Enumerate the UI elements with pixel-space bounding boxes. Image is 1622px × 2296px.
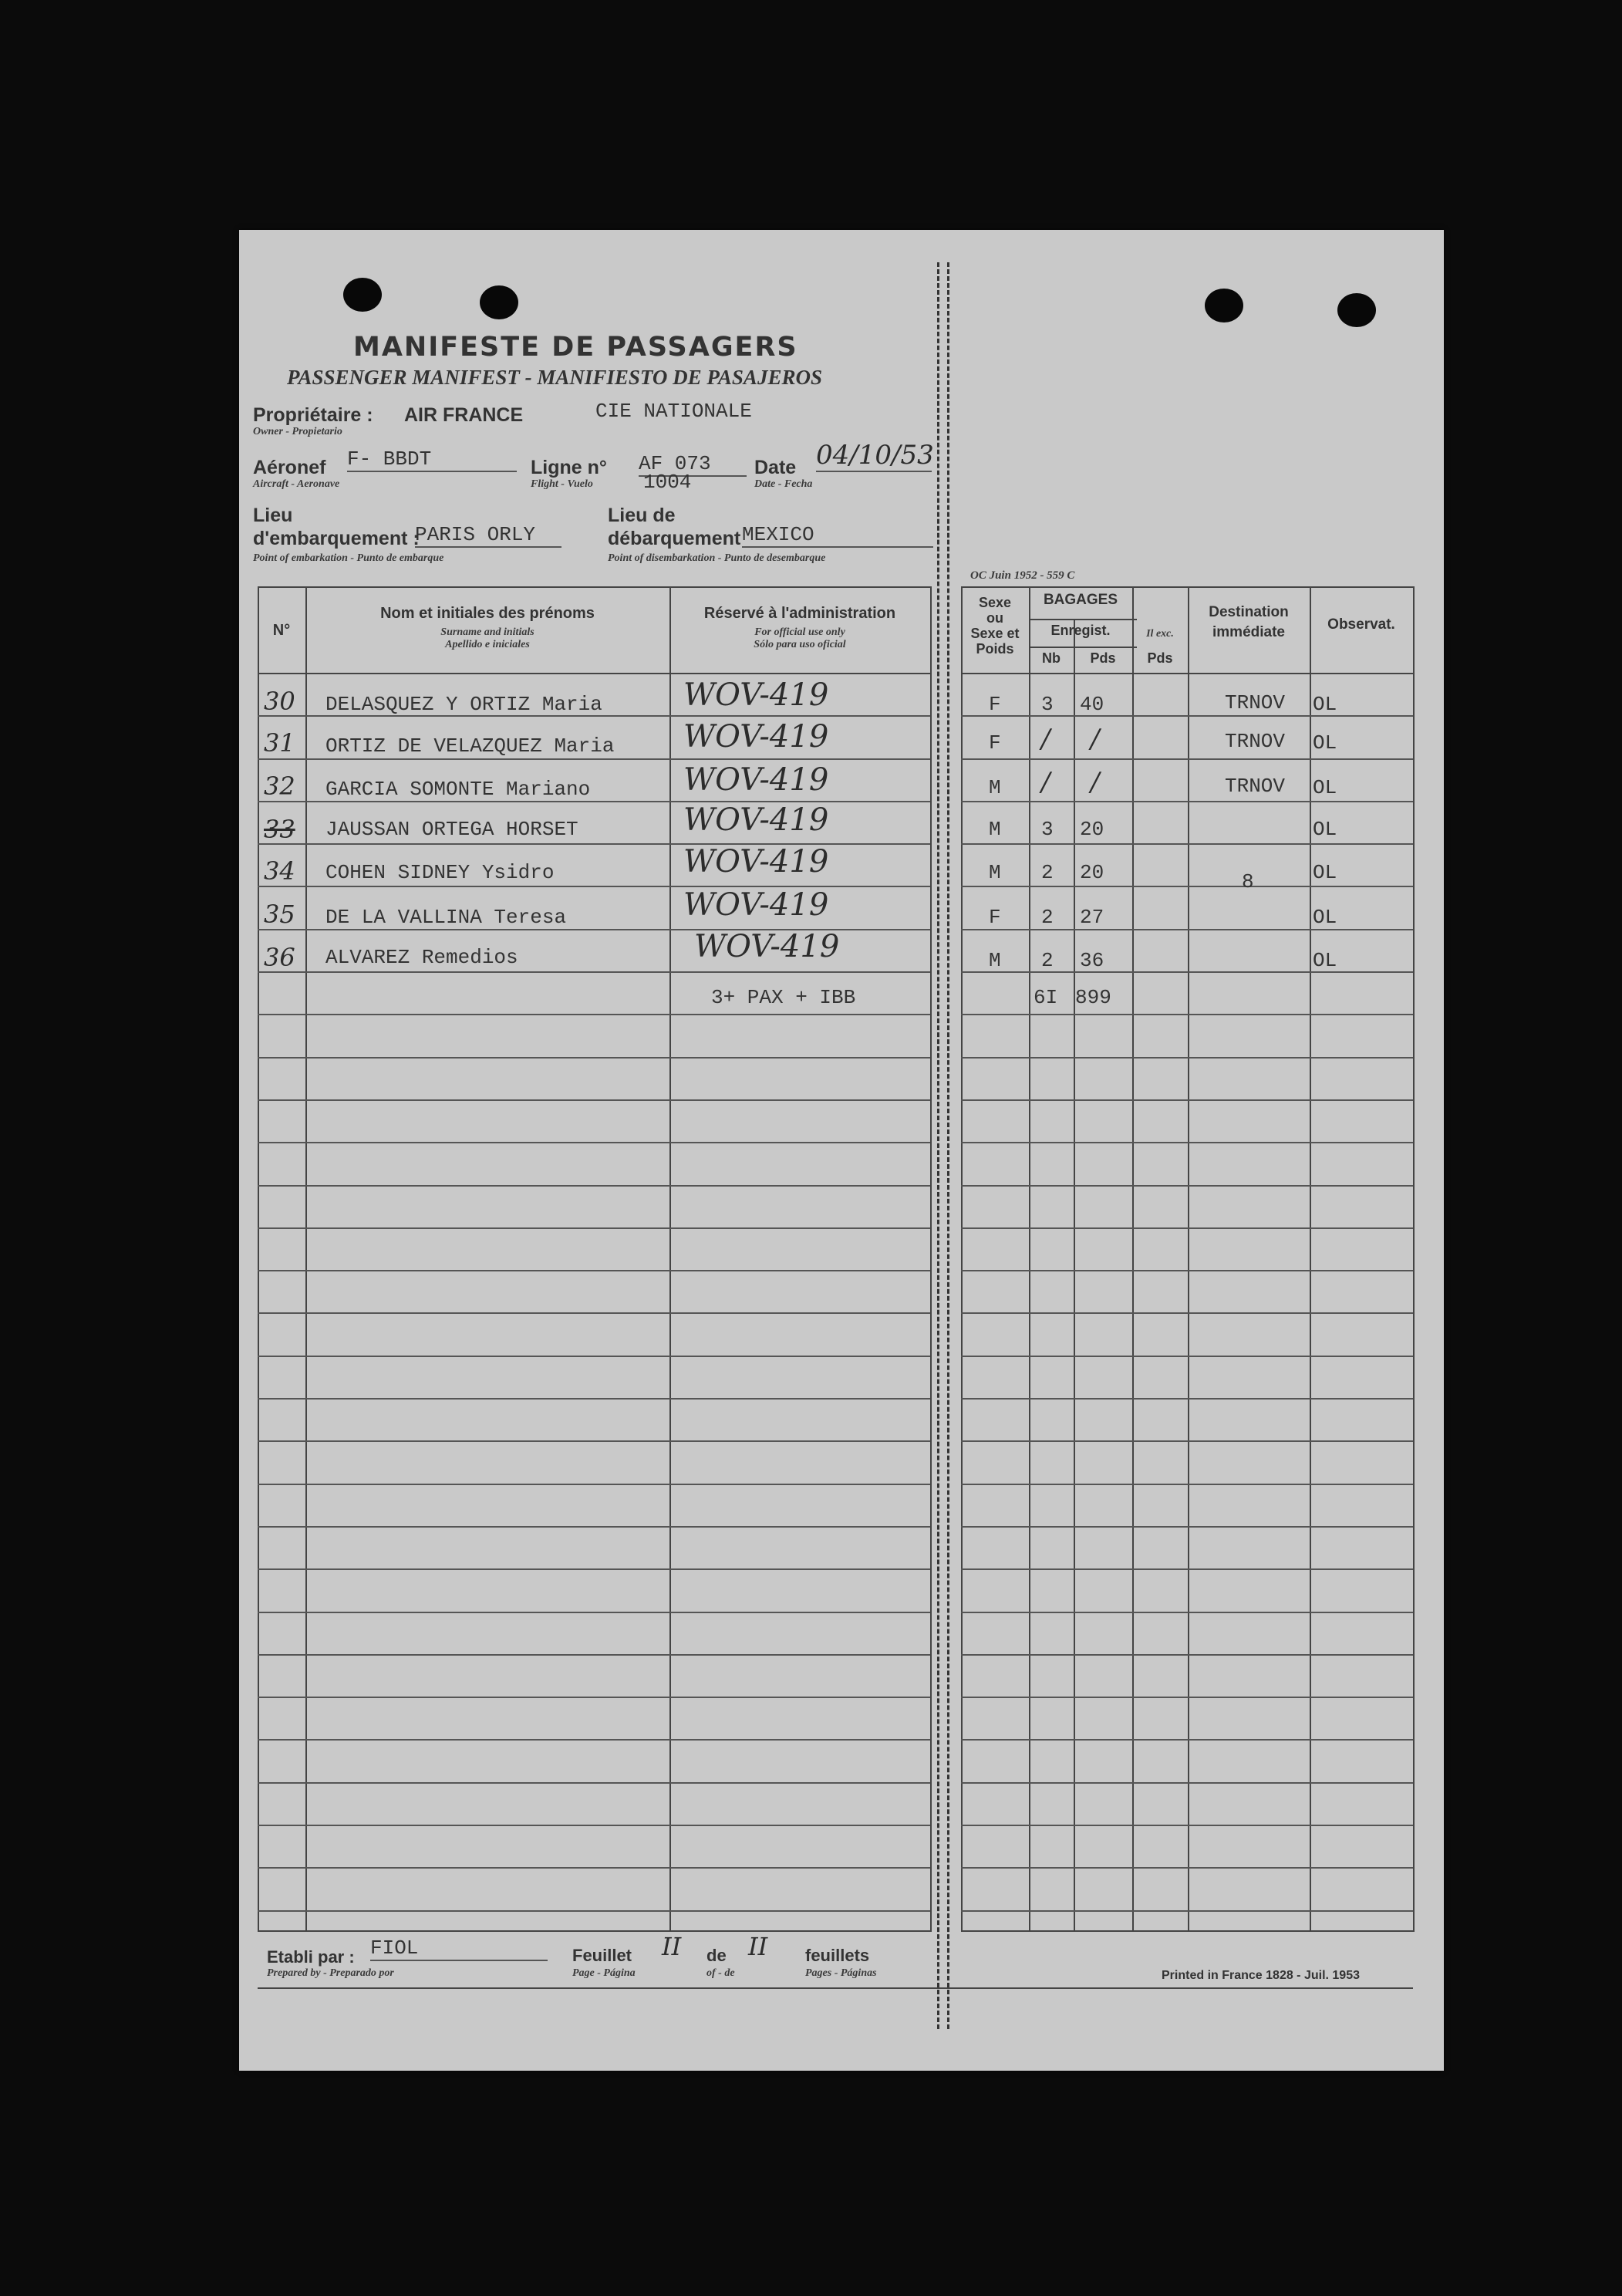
passenger-name: ALVAREZ Remedios (325, 946, 518, 969)
pages-sub: Pages - Páginas (805, 1967, 877, 1979)
ruled-line (961, 1398, 1413, 1400)
destination: TRNOV (1225, 775, 1286, 798)
col-header-name-sub-2: Apellido e iniciales (445, 639, 530, 650)
admin-code: WOV-419 (683, 844, 829, 880)
admin-code: WOV-419 (683, 802, 829, 838)
bag-count: 2 (1041, 906, 1054, 929)
embark-value: PARIS ORLY (415, 523, 561, 548)
embark-sub: Point of embarkation - Punto de embarque (253, 552, 444, 564)
ruled-line (258, 1185, 930, 1187)
prepared-sub: Prepared by - Preparado por (267, 1967, 394, 1979)
row-number: 33 (264, 815, 295, 844)
page-subtitle: PASSENGER MANIFEST - MANIFIESTO DE PASAJEROS (287, 366, 822, 389)
ruled-line (258, 1270, 930, 1271)
bag-weight: 27 (1080, 906, 1104, 929)
ruled-line (961, 1612, 1413, 1613)
row-number: 36 (264, 943, 295, 972)
col-header-bagages: BAGAGES (1043, 592, 1118, 608)
ruled-line (961, 1568, 1413, 1570)
sheet-label: Feuillet (572, 1946, 632, 1965)
ruled-line (961, 1739, 1413, 1741)
of-sub: of - de (706, 1967, 735, 1979)
date-value: 04/10/53 (816, 440, 934, 471)
aircraft-sub: Aircraft - Aeronave (253, 478, 340, 490)
ruled-line (961, 1142, 1413, 1143)
observation: OL (1313, 693, 1337, 716)
ruled-line (961, 715, 1413, 717)
sex: F (989, 731, 1001, 755)
destination: TRNOV (1225, 730, 1286, 753)
bag-weight: 20 (1080, 861, 1104, 884)
destination: TRNOV (1225, 691, 1286, 714)
ruled-line (258, 1697, 930, 1698)
perforation-line (937, 262, 949, 2029)
col-header-name: Nom et initiales des prénoms (380, 605, 595, 622)
passenger-name: GARCIA SOMONTE Mariano (325, 778, 591, 801)
col-header-dest-1: Destination (1209, 604, 1289, 620)
prepared-label: Etabli par : (267, 1947, 355, 1967)
owner-typed: CIE NATIONALE (595, 400, 752, 423)
ruled-line (258, 1825, 930, 1826)
col-header-dest-2: immédiate (1212, 624, 1285, 640)
passenger-name: ORTIZ DE VELAZQUEZ Maria (325, 734, 615, 758)
ruled-line (258, 1312, 930, 1314)
destination: 8 (1242, 870, 1254, 893)
totals-bag-weight: 899 (1075, 986, 1111, 1009)
ruled-line (961, 1356, 1413, 1357)
observation: OL (1313, 906, 1337, 929)
row-number: 31 (264, 728, 295, 758)
ruled-line (258, 971, 930, 973)
admin-code: WOV-419 (683, 762, 829, 798)
ruled-line (258, 1014, 930, 1015)
ruled-line (961, 1014, 1413, 1015)
bag-weight: 20 (1080, 818, 1104, 841)
ruled-line (961, 1270, 1413, 1271)
col-header-sex-3: Sexe et (970, 626, 1020, 641)
date-label: Date (754, 457, 797, 478)
bag-weight: 40 (1080, 693, 1104, 716)
bag-count: 2 (1041, 949, 1054, 972)
ruled-line (961, 1697, 1413, 1698)
of-value: II (748, 1932, 768, 1961)
sheet-value: II (662, 1932, 682, 1961)
ruled-line (258, 1612, 930, 1613)
ruled-line (961, 971, 1413, 973)
col-header-sex-1: Sexe (978, 595, 1012, 610)
sex: F (989, 906, 1001, 929)
bag-count: 3 (1041, 818, 1054, 841)
observation: OL (1313, 776, 1337, 799)
ruled-line (961, 1782, 1413, 1784)
ruled-line (258, 1227, 930, 1229)
admin-code: WOV-419 (683, 887, 829, 923)
ruled-line (258, 1867, 930, 1869)
col-header-pds: Pds (1090, 650, 1116, 666)
ruled-line (961, 1825, 1413, 1826)
col-header-obs: Observat. (1327, 616, 1395, 633)
printed-note: Printed in France 1828 - Juil. 1953 (1162, 1969, 1360, 1982)
disembark-label-1: Lieu de (608, 505, 676, 526)
col-header-admin-sub-1: For official use only (754, 626, 845, 638)
col-header-enregist: Enregist. (1050, 623, 1111, 638)
disembark-sub: Point of disembarkation - Punto de desembarque (608, 552, 826, 564)
sex: M (989, 949, 1001, 972)
of-label: de (706, 1946, 727, 1965)
passenger-name: DELASQUEZ Y ORTIZ Maria (325, 693, 602, 716)
owner-sub: Owner - Propietario (253, 426, 342, 437)
sex: F (989, 693, 1001, 716)
punch-hole-left-2 (480, 285, 518, 319)
ruled-line (961, 1099, 1413, 1101)
passenger-name: COHEN SIDNEY Ysidro (325, 861, 555, 884)
ruled-line (961, 1910, 1413, 1912)
bag-count: 2 (1041, 861, 1054, 884)
ruled-line (258, 1440, 930, 1442)
col-header-sex-4: Poids (976, 641, 1014, 657)
ruled-line (258, 1526, 930, 1528)
ruled-line (258, 1099, 930, 1101)
ruled-line (961, 843, 1413, 845)
col-header-admin: Réservé à l'administration (703, 605, 896, 622)
observation: OL (1313, 949, 1337, 972)
owner-value: AIR FRANCE (404, 404, 524, 426)
sex: M (989, 776, 1001, 799)
col-header-name-sub-1: Surname and initials (440, 626, 534, 638)
embark-label-2: d'embarquement : (253, 528, 420, 549)
row-number: 32 (264, 772, 295, 801)
footer-rule (258, 1987, 1413, 1989)
bag-weight: / (1091, 724, 1100, 755)
ruled-line (961, 758, 1413, 760)
ruled-line (961, 1057, 1413, 1059)
passenger-name: DE LA VALLINA Teresa (325, 906, 567, 929)
ruled-line (961, 1654, 1413, 1656)
ruled-line (258, 1739, 930, 1741)
col-header-pds-2: Pds (1147, 650, 1173, 666)
observation: OL (1313, 861, 1337, 884)
sex: M (989, 818, 1001, 841)
ruled-line (258, 1142, 930, 1143)
ruled-line (258, 801, 930, 802)
totals-admin: 3+ PAX + IBB (711, 986, 856, 1009)
admin-code: WOV-419 (683, 719, 829, 755)
punch-hole-right-2 (1337, 293, 1376, 327)
ruled-line (961, 1227, 1413, 1229)
aircraft-label: Aéronef (253, 457, 326, 478)
bag-count: / (1041, 724, 1050, 755)
bag-weight: 36 (1080, 949, 1104, 972)
form-code: OC Juin 1952 - 559 C (970, 569, 1075, 582)
row-number: 34 (264, 856, 295, 886)
ruled-line (258, 1782, 930, 1784)
col-header-no: N° (272, 622, 291, 639)
ruled-line (258, 843, 930, 845)
ruled-line (258, 1398, 930, 1400)
owner-label: Propriétaire : (253, 404, 373, 426)
col-header-nb: Nb (1042, 650, 1061, 666)
ruled-line (961, 929, 1413, 930)
ruled-line (258, 1654, 930, 1656)
ruled-line (961, 1867, 1413, 1869)
ruled-line (258, 1356, 930, 1357)
ruled-line (961, 1185, 1413, 1187)
ruled-line (258, 1568, 930, 1570)
totals-bag-count: 6I (1034, 986, 1058, 1009)
date-sub: Date - Fecha (754, 478, 813, 490)
row-number: 35 (264, 900, 295, 929)
pages-label: feuillets (805, 1946, 870, 1965)
observation: OL (1313, 731, 1337, 755)
ruled-line (961, 1484, 1413, 1485)
row-number: 30 (264, 687, 295, 716)
flight-sub: Flight - Vuelo (531, 478, 593, 490)
page-title: MANIFESTE DE PASSAGERS (353, 332, 798, 363)
embark-label-1: Lieu (253, 505, 293, 526)
bag-count: / (1041, 767, 1050, 798)
punch-hole-left-1 (343, 278, 382, 312)
admin-code: WOV-419 (683, 677, 829, 713)
col-header-admin-sub-2: Sólo para uso oficial (754, 639, 846, 650)
ruled-line (258, 886, 930, 887)
ruled-line (961, 1312, 1413, 1314)
punch-hole-right-1 (1205, 289, 1243, 322)
bag-count: 3 (1041, 693, 1054, 716)
flight-label: Ligne n° (531, 457, 607, 478)
flight-value-2: 1004 (643, 471, 692, 494)
admin-code: WOV-419 (694, 929, 840, 964)
disembark-value: MEXICO (742, 523, 933, 548)
ruled-line (258, 1057, 930, 1059)
ruled-line (961, 1526, 1413, 1528)
flight-value: AF 073 (639, 452, 747, 477)
disembark-label-2: débarquement (608, 528, 741, 549)
bag-weight: / (1091, 767, 1100, 798)
sheet-sub: Page - Página (572, 1967, 636, 1979)
observation: OL (1313, 818, 1337, 841)
ruled-line (258, 758, 930, 760)
col-header-sex-2: ou (986, 610, 1003, 626)
passenger-name: JAUSSAN ORTEGA HORSET (325, 818, 578, 841)
ruled-line (961, 801, 1413, 802)
ruled-line (961, 1440, 1413, 1442)
aircraft-value: F- BBDT (347, 447, 517, 472)
sex: M (989, 861, 1001, 884)
ruled-line (258, 1910, 930, 1912)
col-header-excess: Il exc. (1146, 628, 1174, 640)
manifest-sheet (239, 230, 1444, 2071)
prepared-value: FIOL (370, 1936, 548, 1961)
ruled-line (961, 886, 1413, 887)
ruled-line (258, 1484, 930, 1485)
